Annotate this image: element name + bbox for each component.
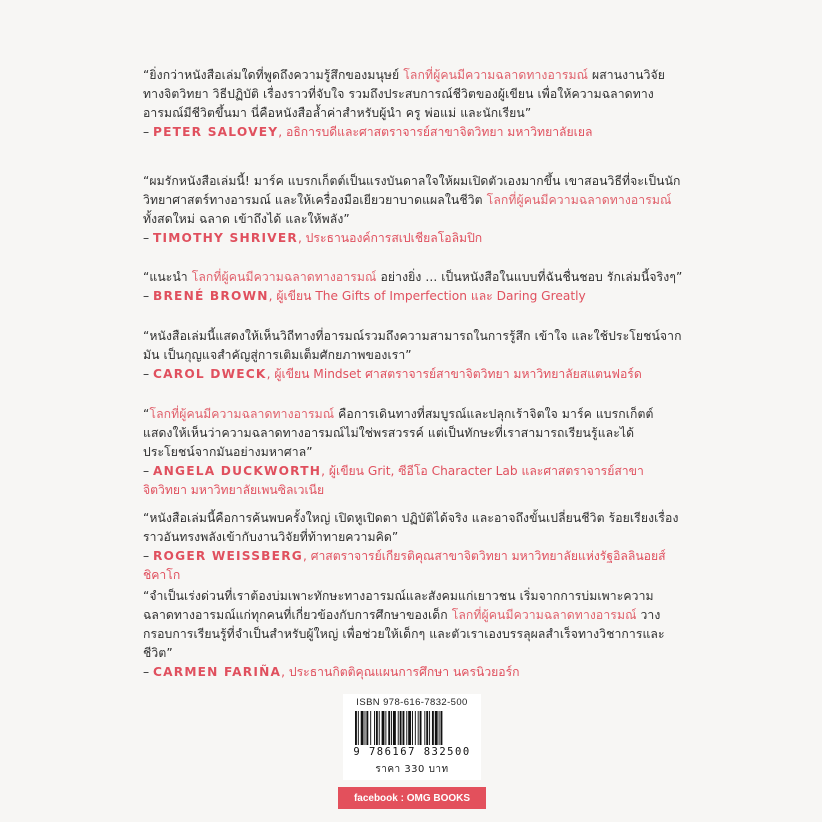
- blurb-quote: “ผมรักหนังสือเล่มนี้! มาร์ค แบรกเก็ตต์เป็นแรงบันดาลใจให้ผมเปิดตัวเองมากขึ้น เขาสอนวิธีที่จะเป็นนักวิทยาศาสตร์ทางอารมณ์ และให้เครื่องมือเยียวยาบาดแผลในชีวิต โลกที่ผู้คนมีความฉลาดทางอารมณ์ ทั้งสดใหม่ ฉลาด เข้าถึงได้ และให้พลัง”: [143, 174, 681, 226]
- blurb-quote: “แนะนำ โลกที่ผู้คนมีความฉลาดทางอารมณ์ อย่างยิ่ง ... เป็นหนังสือในแบบที่ฉันชื่นชอบ รักเล่มนี้จริงๆ”: [143, 270, 683, 284]
- blurb-quote: “หนังสือเล่มนี้คือการค้นพบครั้งใหญ่ เปิดหูเปิดตา ปฏิบัติได้จริง และอาจถึงขั้นเปลี่ยนชีวิต ร้อยเรียงเรื่องราวอันทรงพลังเข้ากับงานวิจัยที่ท้าทายความคิด”: [143, 511, 679, 544]
- blurb-1: [143, 66, 683, 142]
- facebook-label: facebook : OMG BOOKS: [338, 787, 486, 809]
- barcode-digits: 9 786167 832500: [353, 746, 471, 758]
- author-name: ANGELA DUCKWORTH: [152, 464, 322, 478]
- author-role: , ผู้เขียน Mindset ศาสตราจารย์สาขาจิตวิทยา มหาวิทยาลัยสแตนฟอร์ด: [266, 367, 642, 381]
- author-role: , ประธานกิตติคุณแผนการศึกษา นครนิวยอร์ก: [281, 665, 520, 679]
- blurb-quote: “โลกที่ผู้คนมีความฉลาดทางอารมณ์ คือการเดินทางที่สมบูรณ์และปลุกเร้าจิตใจ มาร์ค แบรกเก็ตต์แสดงให้เห็นว่าความฉลาดทางอารมณ์ไม่ใช่พรสวรรค์ แต่เป็นทักษะที่เราสามารถเรียนรู้และได้ประโยชน์จากมันอย่างมหาศาล”: [143, 407, 654, 459]
- blurb-6: [143, 509, 683, 585]
- blurb-4: [143, 327, 683, 384]
- author-role: , ประธานองค์การสเปเชียลโอลิมปิก: [297, 231, 483, 245]
- blurb-attribution: – ROGER WEISSBERG, ศาสตราจารย์เกียรติคุณสาขาจิตวิทยา มหาวิทยาลัยแห่งรัฐอิลลินอยส์ ชิคาโก: [143, 549, 666, 582]
- author-role: , ผู้เขียน The Gifts of Imperfection และ Daring Greatly: [268, 289, 586, 303]
- barcode-box: [343, 694, 481, 780]
- author-name: ROGER WEISSBERG: [152, 549, 303, 563]
- blurb-7: [143, 587, 683, 682]
- blurb-attribution: – TIMOTHY SHRIVER, ประธานองค์การสเปเชียลโอลิมปิก: [143, 231, 483, 245]
- author-name: CARMEN FARIÑA: [152, 665, 282, 679]
- author-role: , ศาสตราจารย์เกียรติคุณสาขาจิตวิทยา มหาวิทยาลัยแห่งรัฐอิลลินอยส์ ชิคาโก: [143, 549, 666, 582]
- blurb-attribution: – CAROL DWECK, ผู้เขียน Mindset ศาสตราจารย์สาขาจิตวิทยา มหาวิทยาลัยสแตนฟอร์ด: [143, 367, 642, 381]
- author-role: , อธิการบดีและศาสตราจารย์สาขาจิตวิทยา มหาวิทยาลัยเยล: [278, 125, 593, 139]
- barcode-icon: [355, 711, 469, 745]
- author-name: BRENÉ BROWN: [152, 289, 269, 303]
- blurb-quote: “จำเป็นเร่งด่วนที่เราต้องบ่มเพาะทักษะทางอารมณ์และสังคมแก่เยาวชน เริ่มจากการบ่มเพาะความฉลาดทางอารมณ์แก่ทุกคนที่เกี่ยวข้องกับการศึกษาของเด็ก โลกที่ผู้คนมีความฉลาดทางอารมณ์ วางกรอบการเรียนรู้ที่จำเป็นสำหรับผู้ใหญ่ เพื่อช่วยให้เด็กๆ และตัวเราเองบรรลุผลสำเร็จทางวิชาการและชีวิต”: [143, 589, 665, 660]
- blurb-attribution: – CARMEN FARIÑA, ประธานกิตติคุณแผนการศึกษา นครนิวยอร์ก: [143, 665, 520, 679]
- price-label: ราคา 330 บาท: [375, 764, 449, 775]
- blurb-attribution: – BRENÉ BROWN, ผู้เขียน The Gifts of Imperfection และ Daring Greatly: [143, 289, 586, 303]
- author-name: CAROL DWECK: [152, 367, 267, 381]
- author-name: PETER SALOVEY: [152, 125, 279, 139]
- blurb-3: [143, 268, 683, 306]
- author-name: TIMOTHY SHRIVER: [152, 231, 298, 245]
- blurb-attribution: – ANGELA DUCKWORTH, ผู้เขียน Grit, ซีอีโอ Character Lab และศาสตราจารย์สาขาจิตวิทยา มหาวิทยาลัยเพนซิลเวเนีย: [143, 464, 644, 497]
- blurb-5: [143, 405, 683, 500]
- blurb-2: [143, 172, 683, 248]
- blurb-quote: “หนังสือเล่มนี้แสดงให้เห็นวิถีทางที่อารมณ์รวมถึงความสามารถในการรู้สึก เข้าใจ และใช้ประโยชน์จากมัน เป็นกุญแจสำคัญสู่การเติมเต็มศักยภาพของเรา”: [143, 329, 682, 362]
- blurb-attribution: – PETER SALOVEY, อธิการบดีและศาสตราจารย์สาขาจิตวิทยา มหาวิทยาลัยเยล: [143, 125, 593, 139]
- author-role: , ผู้เขียน Grit, ซีอีโอ Character Lab และศาสตราจารย์สาขาจิตวิทยา มหาวิทยาลัยเพนซิลเวเนีย: [143, 464, 644, 497]
- isbn-text: ISBN 978-616-7832-500: [356, 697, 468, 708]
- blurb-quote: “ยิ่งกว่าหนังสือเล่มใดที่พูดถึงความรู้สึกของมนุษย์ โลกที่ผู้คนมีความฉลาดทางอารมณ์ ผสานงานวิจัยทางจิตวิทยา วิธีปฏิบัติ เรื่องราวที่จับใจ รวมถึงประสบการณ์ชีวิตของผู้เขียน เพื่อให้ความฉลาดทางอารมณ์มีชีวิตขึ้นมา นี่คือหนังสือล้ำค่าสำหรับผู้นำ ครู พ่อแม่ และนักเรียน”: [143, 68, 666, 120]
